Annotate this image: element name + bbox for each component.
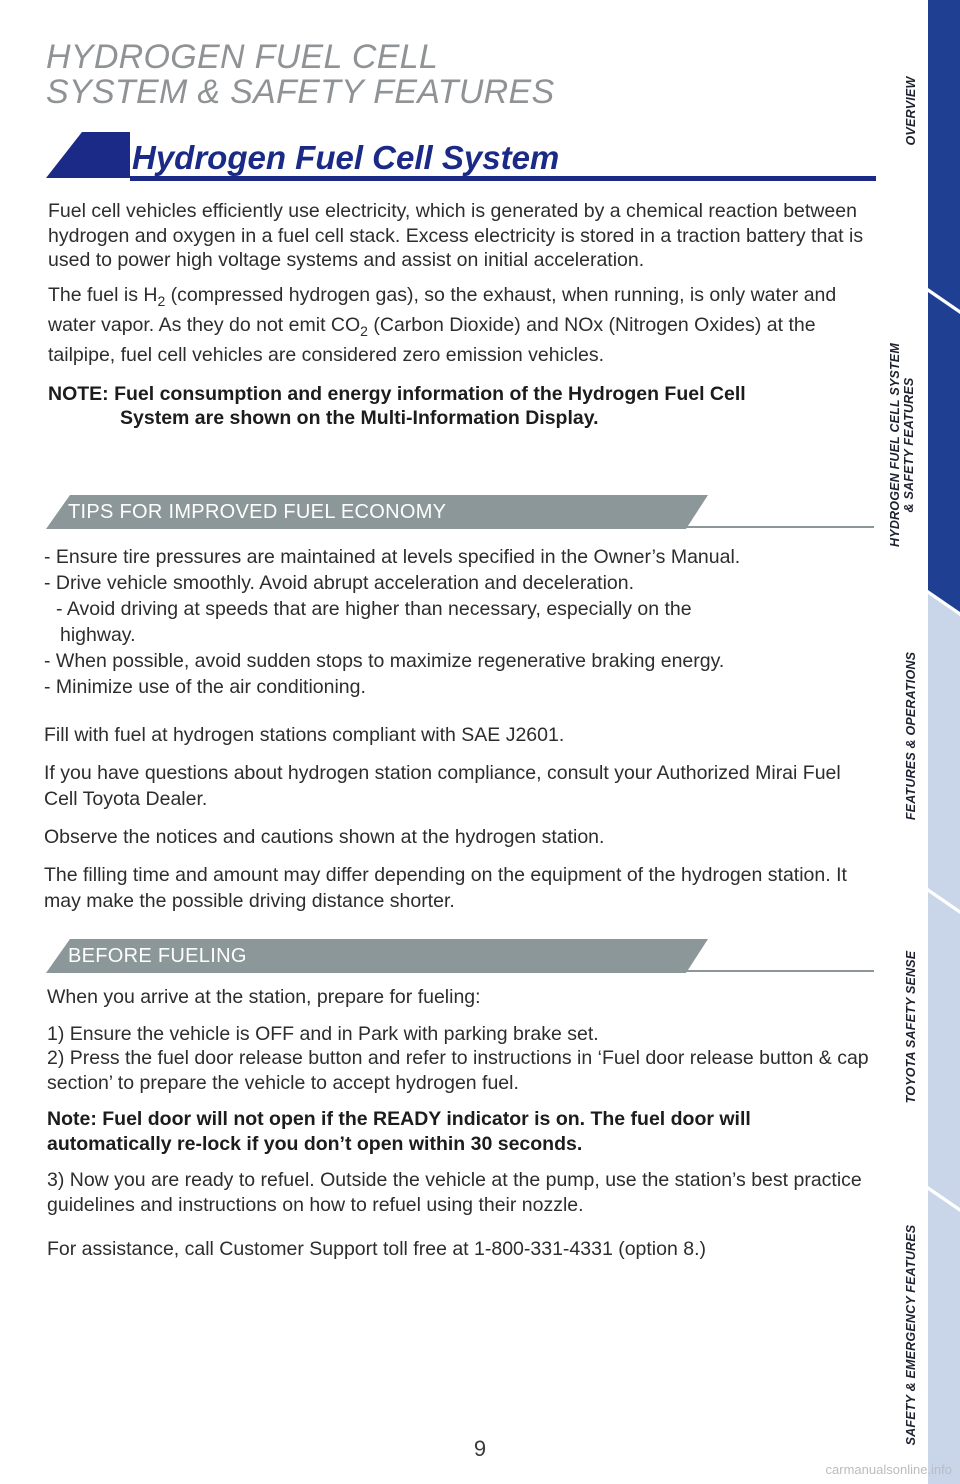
before-step-2: 2) Press the fuel door release button and refer to instructions in ‘Fuel door release button & cap section’ to prepare the vehicle to accept hydrogen fuel. (47, 1047, 869, 1094)
list-item: - When possible, avoid sudden stops to maximize regenerative braking energy. (44, 650, 725, 672)
list-item: highway. (60, 624, 136, 646)
watermark: carmanualsonline.info (825, 1462, 952, 1477)
tips-list (44, 544, 874, 700)
list-item: - Minimize use of the air conditioning. (44, 676, 366, 698)
nav-tab-hydrogen-line2: & SAFETY FEATURES (902, 377, 916, 513)
list-item: - Avoid driving at speeds that are higher than necessary, especially on the (56, 598, 692, 620)
section-banner (46, 132, 876, 184)
before-assist: For assistance, call Customer Support toll free at 1-800-331-4331 (option 8.) (47, 1238, 707, 1260)
fill-text (44, 722, 874, 924)
intro-note-line2: System are shown on the Multi-Information Display. (120, 407, 599, 430)
nav-tab-hydrogen-line1: HYDROGEN FUEL CELL SYSTEM (888, 343, 902, 547)
fill-paragraph-4: The filling time and amount may differ depending on the equipment of the hydrogen station. It may make the possible driving distance shorter. (44, 864, 847, 912)
fill-paragraph-1: Fill with fuel at hydrogen stations compliant with SAE J2601. (44, 724, 565, 746)
before-step-1: 1) Ensure the vehicle is OFF and in Park with parking brake set. (47, 1022, 599, 1045)
side-nav-shape (928, 0, 960, 1484)
intro-note-line1: NOTE: Fuel consumption and energy information of the Hydrogen Fuel Cell (48, 382, 746, 405)
tips-title: TIPS FOR IMPROVED FUEL ECONOMY (68, 501, 447, 523)
list-item: - Drive vehicle smoothly. Avoid abrupt acceleration and deceleration. (44, 572, 635, 594)
section-title: Hydrogen Fuel Cell System (132, 139, 560, 176)
page-heading (46, 40, 554, 110)
before-note: Note: Fuel door will not open if the READY indicator is on. The fuel door will automatically re-lock if you don’t open within 30 seconds. (47, 1108, 751, 1155)
intro-paragraph-2: The fuel is $H_2$ (compressed hydrogen gas), so the exhaust, when running, is only water and water vapor. As they do not emit $CO_2$ (Carbon Dioxide) and NOx (Nitrogen Oxides) at the tailpipe, fuel cell vehicles are considered zero emission vehicles. (48, 283, 837, 367)
intro-note (48, 382, 878, 431)
before-title: BEFORE FUELING (68, 945, 247, 967)
fill-paragraph-3: Observe the notices and cautions shown at the hydrogen station. (44, 826, 605, 848)
side-nav-tabs (928, 0, 960, 1484)
intro-text (48, 199, 878, 441)
page-number: 9 (473, 1436, 487, 1461)
page-heading-line2: SYSTEM & SAFETY FEATURES (46, 73, 555, 111)
before-banner (46, 939, 874, 973)
before-text (47, 985, 877, 1272)
tips-banner (46, 495, 874, 529)
page-heading-line1: HYDROGEN FUEL CELL (46, 38, 439, 76)
intro-paragraph-1: Fuel cell vehicles efficiently use electricity, which is generated by a chemical reaction between hydrogen and oxygen in a fuel cell stack. Excess electricity is stored in a traction battery that is used to power high voltage systems and assist on initial acceleration. (48, 200, 864, 271)
before-step-3: 3) Now you are ready to refuel. Outside the vehicle at the pump, use the station’s best practice guidelines and instructions on how to refuel using their nozzle. (47, 1169, 862, 1216)
list-item: - Ensure tire pressures are maintained at levels specified in the Owner’s Manual. (44, 546, 741, 568)
fill-paragraph-2: If you have questions about hydrogen station compliance, consult your Authorized Mirai Fuel Cell Toyota Dealer. (44, 762, 841, 810)
before-paragraph-1: When you arrive at the station, prepare for fueling: (47, 986, 481, 1008)
